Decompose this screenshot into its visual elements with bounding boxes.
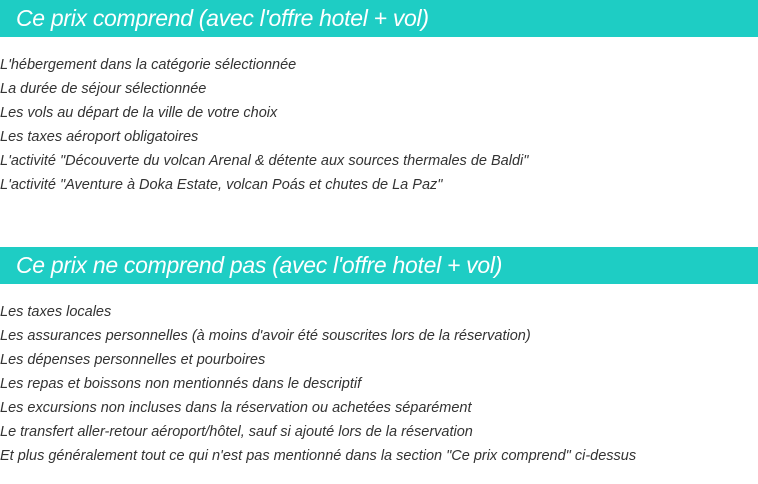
- list-item: Les taxes locales: [0, 304, 112, 320]
- price-excludes-banner: [0, 247, 758, 284]
- list-item: Les dépenses personnelles et pourboires: [0, 352, 266, 368]
- list-item: Les taxes aéroport obligatoires: [0, 129, 199, 145]
- price-excludes-list: [0, 300, 758, 468]
- price-includes-section: [0, 0, 758, 197]
- price-excludes-section: [0, 247, 758, 468]
- price-includes-banner: [0, 0, 758, 37]
- list-item: Et plus généralement tout ce qui n'est pas mentionné dans la section "Ce prix comprend" ci-dessus: [0, 448, 637, 464]
- list-item: L'activité "Aventure à Doka Estate, volcan Poás et chutes de La Paz": [0, 177, 443, 193]
- list-item: Les repas et boissons non mentionnés dans le descriptif: [0, 376, 362, 392]
- list-item: Les vols au départ de la ville de votre choix: [0, 105, 278, 121]
- list-item: Les assurances personnelles (à moins d'avoir été souscrites lors de la réservation): [0, 328, 531, 344]
- price-excludes-title: Ce prix ne comprend pas (avec l'offre hotel + vol): [16, 252, 503, 278]
- list-item: L'hébergement dans la catégorie sélectionnée: [0, 57, 297, 73]
- price-includes-title: Ce prix comprend (avec l'offre hotel + vol): [16, 5, 429, 31]
- list-item: La durée de séjour sélectionnée: [0, 81, 207, 97]
- list-item: Les excursions non incluses dans la réservation ou achetées séparément: [0, 400, 472, 416]
- list-item: L'activité "Découverte du volcan Arenal & détente aux sources thermales de Baldi": [0, 153, 529, 169]
- price-includes-list: [0, 53, 758, 197]
- list-item: Le transfert aller-retour aéroport/hôtel, sauf si ajouté lors de la réservation: [0, 424, 473, 440]
